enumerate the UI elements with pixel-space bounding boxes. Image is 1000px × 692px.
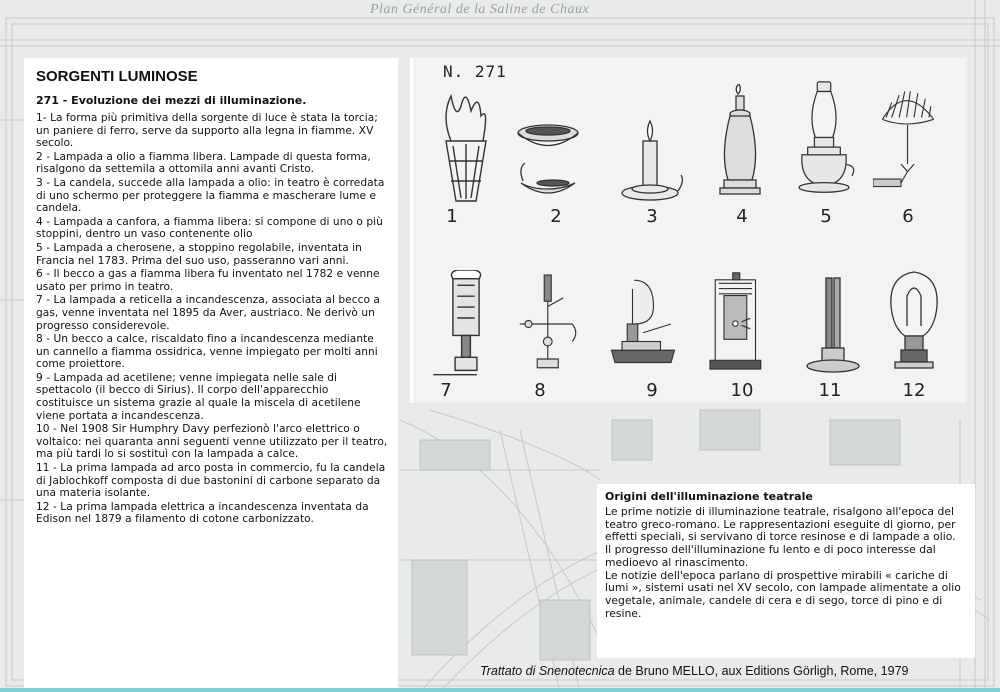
lamp-number: 7	[440, 380, 452, 401]
plan-title: Plan Général de la Saline de Chaux	[370, 2, 590, 17]
figure-label: N. 271	[443, 62, 507, 81]
lamp-number: 9	[646, 380, 658, 401]
lamp-number: 3	[646, 206, 658, 227]
section-title: SORGENTI LUMINOSE	[36, 68, 198, 85]
arc-lamp-icon	[703, 264, 773, 384]
gas-burner-icon	[873, 78, 943, 198]
caption-rest: de Bruno MELLO, aux Editions Görligh, Rome, 1979	[614, 664, 909, 678]
list-item: 9 - Lampada ad acetilene; venne impiegata nelle sale di spettacolo (il becco di Sirius). Il corpo dell'apparecchio costituisce un sistema grazie al quale la miscela di acetilene viene portata a incandescenza.	[36, 371, 361, 422]
paragraph: Le notizie dell'epoca parlano di prospettive mirabili « cariche di lumi », sistemi usati nel XV secolo, con lampade alimentate a olio vegetale, animale, candele di cera e di sego, torce di pino e di resine.	[605, 568, 961, 620]
list-item: 2 - Lampada a olio a fiamma libera. Lampade di questa forma, risalgono da settemila a ottomila anni avanti Cristo.	[36, 150, 371, 176]
lamp-number: 12	[902, 380, 926, 401]
oil-lamp-icon	[513, 98, 583, 218]
list-item: 12 - La prima lampada elettrica a incandescenza inventata da Edison nel 1879 a filamento di cotone carbonizzato.	[36, 500, 369, 526]
bottom-accent-line	[0, 688, 1000, 692]
paragraph: Le prime notizie di illuminazione teatrale, risalgono all'epoca del teatro greco-romano. Le rappresentazioni eseguite di giorno, per effetti speciali, si servivano di torce resinose e di lampade a olio.	[605, 505, 956, 544]
torch-icon	[431, 86, 501, 206]
lamp-number: 1	[446, 206, 458, 227]
list-item: 7 - La lampada a reticella a incandescenza, associata al becco a gas, venne inventata nel 1895 da Aver, austriaco. Ne derivò un progresso considerevole.	[36, 294, 380, 332]
caption-italic: Trattato di Snenotecnica	[480, 664, 615, 678]
limelight-burner-icon	[511, 264, 581, 384]
lamps-illustration	[410, 58, 966, 403]
lamp-descriptions-list	[36, 112, 388, 526]
incandescent-bulb-icon	[879, 266, 949, 386]
mantle-lamp-icon	[431, 270, 501, 390]
paragraph: Il progresso dell'illuminazione fu lento e di poco interesse dal medioevo al rinascimento.	[605, 543, 936, 569]
lamp-number: 2	[550, 206, 562, 227]
list-item: 3 - La candela, succede alla lampada a olio: in teatro è corredata di uno schermo per proteggere la fiamma e mascherare lume e candela.	[36, 176, 385, 215]
figure-subtitle: 271 - Evoluzione dei mezzi di illuminazione.	[36, 94, 307, 107]
list-item: 11 - La prima lampada ad arco posta in commercio, fu la candela di Jablochkoff composta di due bastonini di carbone separato da una materia isolante.	[36, 462, 386, 500]
lamp-number: 11	[818, 380, 842, 401]
list-item: 5 - Lampada a cherosene, a stoppino regolabile, inventata in Francia nel 1783. Prima del suo uso, passeranno vari anni.	[36, 241, 362, 267]
list-item: 4 - Lampada a canfora, a fiamma libera: si compone di uno o più stoppini, dentro un vaso contenente olio	[36, 215, 383, 241]
candle-icon	[615, 96, 685, 216]
origins-text	[605, 506, 967, 620]
acetylene-lamp-icon	[608, 264, 678, 384]
lamp-number: 6	[902, 206, 914, 227]
kerosene-lamp-icon	[789, 78, 859, 198]
camphor-lamp-icon	[706, 84, 776, 204]
origins-title: Origini dell'illuminazione teatrale	[605, 490, 813, 503]
list-item: 1- La forma più primitiva della sorgente di luce è stata la torcia; un paniere di ferro, serve da supporto alla legna in fiamme. XV secolo.	[36, 112, 378, 150]
lamp-number: 5	[820, 206, 832, 227]
jablochkoff-candle-icon	[799, 268, 869, 388]
left-text-panel	[24, 58, 398, 688]
lamp-number: 4	[736, 206, 748, 227]
list-item: 10 - Nel 1908 Sir Humphry Davy perfezionò l'arco elettrico o voltaico: nei quaranta anni seguenti venne utilizzato per il teatro, ma più tardi lo si sostituì con la lampada a calce.	[36, 423, 388, 461]
lamp-number: 8	[534, 380, 546, 401]
lamp-number: 10	[730, 380, 754, 401]
list-item: 8 - Un becco a calce, riscaldato fino a incandescenza mediante un cannello a fiamma ossidrica, venne impiegato per molti anni come proiettore.	[36, 333, 378, 371]
list-item: 6 - Il becco a gas a fiamma libera fu inventato nel 1782 e venne usato per primo in teatro.	[36, 268, 380, 293]
origins-panel	[597, 484, 975, 658]
source-caption	[480, 664, 909, 678]
